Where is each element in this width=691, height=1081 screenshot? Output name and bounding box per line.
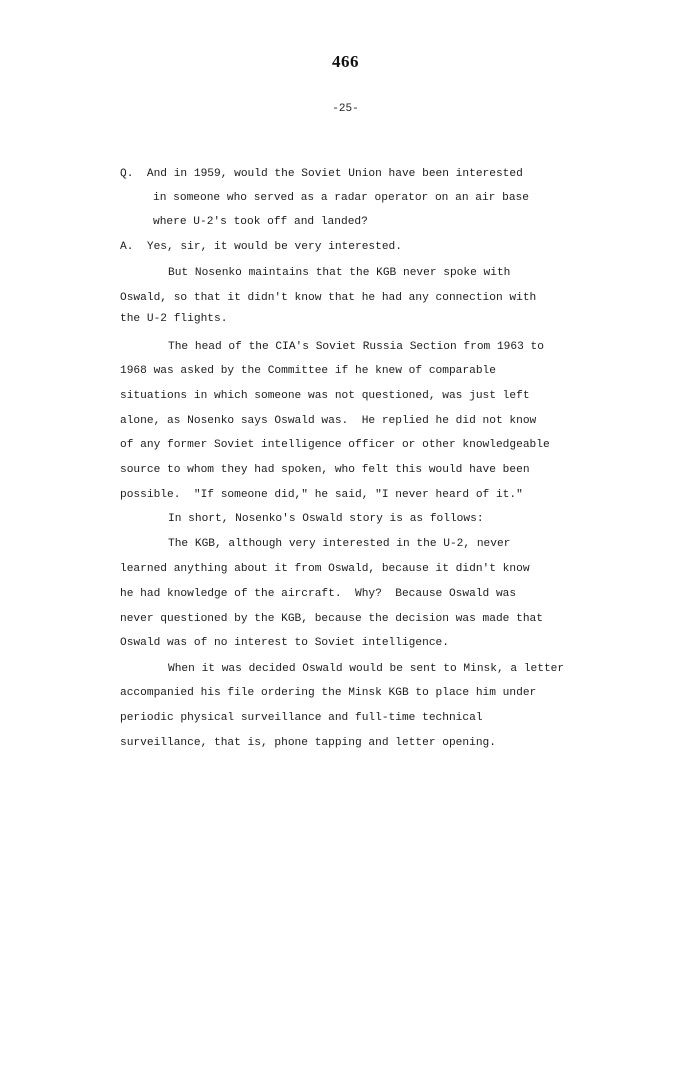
text-line: surveillance, that is, phone tapping and letter opening. bbox=[120, 737, 496, 749]
text-line: where U-2's took off and landed? bbox=[153, 216, 368, 228]
text-line: the U-2 flights. bbox=[120, 313, 228, 325]
text-line: learned anything about it from Oswald, because it didn't know bbox=[120, 563, 530, 575]
text-line: The KGB, although very interested in the U-2, never bbox=[168, 538, 511, 550]
text-line: never questioned by the KGB, because the decision was made that bbox=[120, 613, 543, 625]
text-line: situations in which someone was not questioned, was just left bbox=[120, 390, 530, 402]
text-line: source to whom they had spoken, who felt this would have been bbox=[120, 464, 530, 476]
text-line: In short, Nosenko's Oswald story is as follows: bbox=[168, 513, 484, 525]
text-line: he had knowledge of the aircraft. Why? Because Oswald was bbox=[120, 588, 517, 600]
text-line: Oswald, so that it didn't know that he had any connection with bbox=[120, 292, 537, 304]
text-line: Oswald was of no interest to Soviet intelligence. bbox=[120, 637, 449, 649]
text-line: accompanied his file ordering the Minsk KGB to place him under bbox=[120, 687, 537, 699]
text-line: But Nosenko maintains that the KGB never spoke with bbox=[168, 267, 511, 279]
text-line: A. Yes, sir, it would be very interested. bbox=[120, 241, 402, 253]
text-line: in someone who served as a radar operator on an air base bbox=[153, 192, 529, 204]
text-line: Q. And in 1959, would the Soviet Union have been interested bbox=[120, 168, 523, 180]
text-line: When it was decided Oswald would be sent to Minsk, a letter bbox=[168, 663, 565, 675]
sub-page-number: -25- bbox=[332, 103, 359, 115]
text-line: of any former Soviet intelligence officer or other knowledgeable bbox=[120, 439, 550, 451]
text-line: alone, as Nosenko says Oswald was. He replied he did not know bbox=[120, 415, 537, 427]
text-line: possible. "If someone did," he said, "I never heard of it." bbox=[120, 489, 523, 501]
text-line: periodic physical surveillance and full-time technical bbox=[120, 712, 483, 724]
text-line: The head of the CIA's Soviet Russia Section from 1963 to bbox=[168, 341, 544, 353]
text-line: 1968 was asked by the Committee if he knew of comparable bbox=[120, 365, 496, 377]
page-number: 466 bbox=[332, 52, 359, 71]
